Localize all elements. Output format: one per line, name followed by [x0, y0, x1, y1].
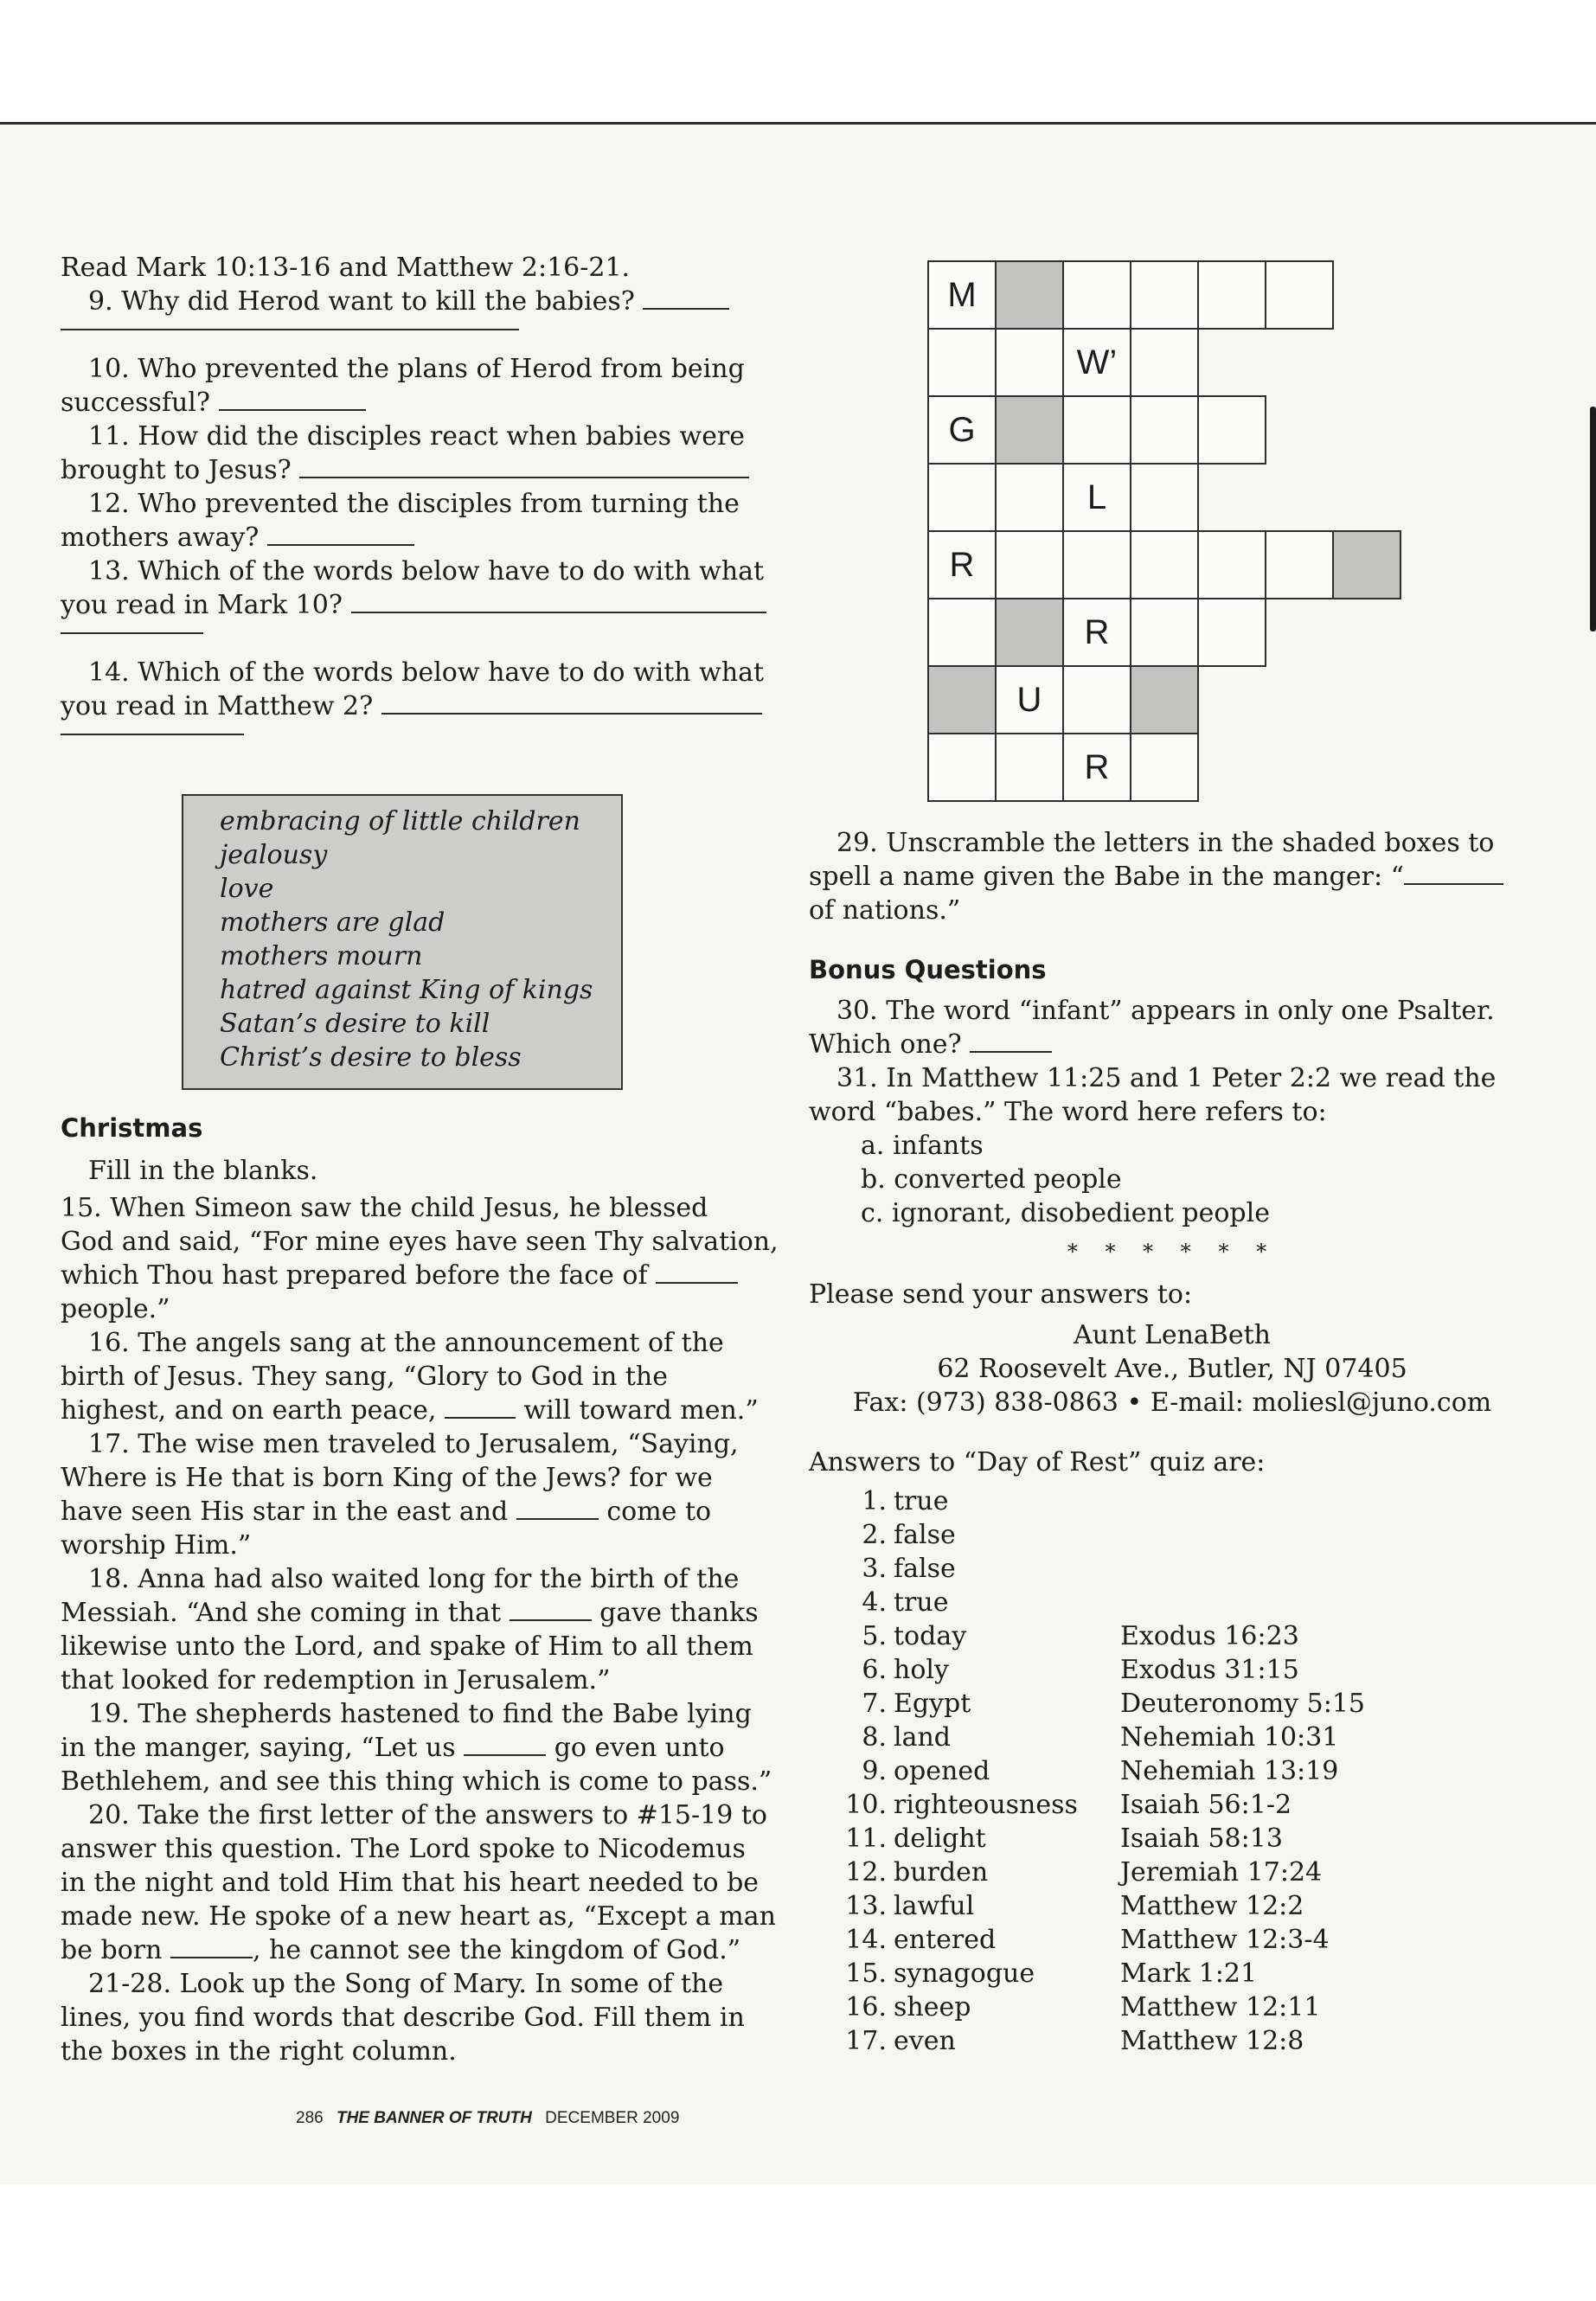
crossword-cell-shaded[interactable] [995, 598, 1064, 667]
answer-rule[interactable] [61, 622, 203, 634]
answer-rule[interactable] [61, 723, 244, 735]
list-item: 7. Egypt Deuteronomy 5:15 [862, 1689, 1366, 1719]
crossword-cell[interactable] [1130, 733, 1199, 802]
list-item: 17. even Matthew 12:8 [845, 2026, 1304, 2056]
answer-blank[interactable] [299, 456, 749, 478]
answer-blank[interactable] [445, 1396, 516, 1419]
question-9: 9. Why did Herod want to kill the babies? [61, 285, 779, 318]
question-14: 14. Which of the words below have to do with what [88, 657, 765, 688]
list-item: 15. synagogue Mark 1:21 [845, 1958, 1258, 1989]
question-20: 20. Take the first letter of the answers to #15-19 to [88, 1800, 767, 1830]
crossword-cell-shaded[interactable] [995, 260, 1064, 330]
answer-blank[interactable] [381, 692, 762, 715]
question-10: 10. Who prevented the plans of Herod from being [88, 354, 745, 384]
list-item: 10. righteousness Isaiah 56:1-2 [845, 1790, 1292, 1820]
list-item: 2. false [862, 1520, 956, 1550]
question-21-28: 21-28. Look up the Song of Mary. In some of the [88, 1969, 724, 1999]
answer-blank[interactable] [170, 1936, 253, 1958]
option-a: a. infants [861, 1131, 984, 1161]
answer-blank[interactable] [351, 591, 766, 613]
crossword-cell[interactable] [1197, 260, 1266, 330]
crossword-cell[interactable] [1062, 665, 1131, 734]
page-number: 286 [296, 2109, 324, 2127]
crossword-cell-shaded[interactable] [1332, 530, 1401, 599]
reading-intro: Read Mark 10:13-16 and Matthew 2:16-21. [61, 253, 631, 283]
crossword-cell[interactable] [995, 530, 1064, 599]
answer-blank[interactable] [510, 1599, 592, 1621]
question-12: 12. Who prevented the disciples from turning the [88, 489, 740, 519]
list-item: 4. true [862, 1587, 949, 1618]
send-answers: Please send your answers to: [809, 1279, 1193, 1310]
answers-title: Answers to “Day of Rest” quiz are: [809, 1447, 1266, 1477]
answer-blank[interactable] [656, 1261, 738, 1284]
crossword-cell[interactable]: W’ [1062, 328, 1131, 397]
page-footer [296, 2109, 679, 2128]
publication-name: THE BANNER OF TRUTH [336, 2109, 532, 2127]
crossword-cell-shaded[interactable] [1130, 665, 1199, 734]
bonus-heading: Bonus Questions [809, 955, 1047, 984]
crossword-cell[interactable] [1130, 530, 1199, 599]
word-item: Satan’s desire to kill [220, 1009, 490, 1039]
list-item: 6. holy Exodus 31:15 [862, 1655, 1299, 1685]
word-item: embracing of little children [220, 806, 580, 836]
crossword-cell[interactable] [1130, 260, 1199, 330]
answer-blank[interactable] [267, 523, 414, 546]
crossword-cell[interactable]: G [927, 395, 997, 465]
crossword-cell[interactable] [1062, 530, 1131, 599]
crossword-cell[interactable] [1265, 530, 1334, 599]
crossword-grid [927, 260, 1407, 804]
crossword-cell[interactable] [1197, 395, 1266, 465]
list-item: 3. false [862, 1554, 956, 1584]
crossword-cell[interactable] [1197, 530, 1266, 599]
option-c: c. ignorant, disobedient people [861, 1198, 1270, 1228]
list-item: 13. lawful Matthew 12:2 [845, 1891, 1304, 1921]
crossword-cell[interactable] [995, 328, 1064, 397]
crossword-cell[interactable] [995, 733, 1064, 802]
question-16: 16. The angels sang at the announcement of the [88, 1328, 724, 1358]
separator-stars: * * * * * * [1067, 1240, 1278, 1264]
crossword-cell[interactable]: R [1062, 598, 1131, 667]
left-column: Read Mark 10:13-16 and Matthew 2:16-21. 9. Why did Herod want to kill the babies? 10. Who prevented the plans of Herod from being successful? 11. How did the disciples react when babies were brought to Jesus? 12. Who prevented the disciples from turning the mothers away? 13. Which of the words below have to do with what you read in Mark 10? 14. Which of the words below have to do with what you read in Matthew 2? [61, 251, 779, 757]
crossword-cell[interactable] [1130, 395, 1199, 465]
crossword-cell[interactable] [927, 328, 997, 397]
list-item: 12. burden Jeremiah 17:24 [845, 1857, 1323, 1888]
crossword-cell[interactable]: L [1062, 463, 1131, 532]
crossword-cell[interactable] [1062, 395, 1131, 465]
page-edge-rule [0, 122, 1596, 125]
address-name: Aunt LenaBeth [1074, 1320, 1271, 1350]
bottom-margin [0, 2184, 1596, 2301]
list-item: 14. entered Matthew 12:3-4 [845, 1925, 1330, 1955]
question-17: 17. The wise men traveled to Jerusalem, “Saying, [88, 1429, 739, 1459]
question-15: 15. When Simeon saw the child Jesus, he blessed [61, 1193, 708, 1223]
fill-in-instruction: Fill in the blanks. [88, 1156, 318, 1186]
top-margin [0, 0, 1596, 124]
crossword-cell-shaded[interactable] [927, 665, 997, 734]
answer-blank[interactable] [219, 388, 366, 411]
list-item: 5. today Exodus 16:23 [862, 1621, 1299, 1651]
question-29: 29. Unscramble the letters in the shaded boxes to [836, 828, 1495, 858]
word-item: mothers are glad [220, 907, 445, 938]
word-item: Christ’s desire to bless [220, 1042, 522, 1073]
crossword-cell[interactable] [1130, 328, 1199, 397]
issue-date: DECEMBER 2009 [545, 2109, 680, 2127]
answer-rule[interactable] [61, 318, 519, 330]
word-item: jealousy [220, 840, 328, 870]
crossword-cell[interactable] [927, 598, 997, 667]
crossword-cell[interactable] [1130, 598, 1199, 667]
answer-blank[interactable] [516, 1497, 599, 1520]
question-31: 31. In Matthew 11:25 and 1 Peter 2:2 we read the [836, 1063, 1497, 1093]
crossword-cell[interactable] [1197, 598, 1266, 667]
address-contact: Fax: (973) 838-0863 • E-mail: moliesl@juno.com [852, 1388, 1492, 1418]
crossword-cell[interactable]: U [995, 665, 1064, 734]
question-11: 11. How did the disciples react when babies were [88, 421, 746, 452]
word-list-box [182, 794, 623, 1090]
question-13: 13. Which of the words below have to do with what [88, 556, 765, 586]
answer-blank[interactable] [1404, 862, 1503, 885]
scan-edge-mark [1590, 407, 1596, 631]
crossword-cell[interactable] [1062, 260, 1131, 330]
list-item: 11. delight Isaiah 58:13 [845, 1823, 1283, 1854]
crossword-cell[interactable] [995, 463, 1064, 532]
crossword-cell[interactable]: R [1062, 733, 1131, 802]
crossword-cell[interactable]: R [927, 530, 997, 599]
address-street: 62 Roosevelt Ave., Butler, NJ 07405 [937, 1354, 1407, 1384]
crossword-cell[interactable] [927, 733, 997, 802]
list-item: 8. land Nehemiah 10:31 [862, 1722, 1339, 1753]
christmas-section: Christmas Fill in the blanks. 15. When Simeon saw the child Jesus, he blessed God and said, “For mine eyes have seen Thy salvation, which Thou hast prepared before the face of people.” 16. The angels sang at the announcement of the birth of Jesus. They sang, “Glory to God in the highest, and on earth peace, will toward men.” 17. The wise men traveled to Jerusalem, “Saying, Where is He that is born King of the Jews? for we have seen His star in the east and come to worship Him.” 18. Anna had also waited long for the birth of the Messiah. “And she coming in that gave thanks likewise unto the Lord, and spake of Him to all them that looked for redemption in Jerusalem.” 19. The shepherds hastened to find the Babe lying in the manger, saying, “Let us go even unto Bethlehem, and see this thing which is come to pass.” 20. Take the first letter of the answers to #15-19 to answer this question. The Lord spoke to Nicodemus in the night and told Him that his heart needed to be made new. He spoke of a new heart as, “Except a man be born , he cannot see the kingdom of God.” 21-28. Look up the Song of Mary. In some of the lines, you find words that describe God. Fill them in the boxes in the right column. [61, 1113, 779, 2067]
right-column: 29. Unscramble the letters in the shaded boxes to spell a name given the Babe in the manger: “ of nations.” Bonus Questions 30. The word “infant” appears in only one Psalter. Which one? 31. In Matthew 11:25 and 1 Peter 2:2 we read the word “babes.” The word here refers to: a. infants b. converted people c. ignorant, disobedient people * * * * * * Please send your answers to: Aunt LenaBeth 62 Roosevelt Ave., Butler, NJ 07405 Fax: (973) 838-0863 • E-mail: moliesl@juno.com Answers to “Day of Rest” quiz are: 1. true 2. false 3. false 4. true 5. today Exodus 16:23 6. holy Exodus 31:15 7. Egypt Deuteronomy 5:15 8. land Nehemiah 10:31 9. opened Nehemiah 13:19 10. righteousness Isaiah 56:1-2 11. delight Isaiah 58:13 12. burden Jeremiah 17:24 13. lawful Matthew 12:2 14. entered Matthew 12:3-4 15. synagogue Mark 1:21 16. sheep Matthew 12:11 17. even Matthew 12:8 [809, 826, 1535, 2058]
question-19: 19. The shepherds hastened to find the Babe lying [88, 1699, 752, 1729]
answer-blank[interactable] [464, 1734, 546, 1756]
word-item: mothers mourn [220, 941, 423, 971]
list-item: 9. opened Nehemiah 13:19 [862, 1756, 1339, 1786]
crossword-cell-shaded[interactable] [995, 395, 1064, 465]
answers-list [809, 1484, 1535, 2058]
list-item: 1. true [862, 1486, 949, 1516]
option-b: b. converted people [861, 1164, 1122, 1195]
word-item: love [220, 874, 274, 904]
crossword-cell[interactable]: M [927, 260, 997, 330]
question-30: 30. The word “infant” appears in only one Psalter. [836, 996, 1495, 1026]
word-item: hatred against King of kings [220, 975, 593, 1005]
crossword-cell[interactable] [927, 463, 997, 532]
crossword-cell[interactable] [1265, 260, 1334, 330]
answer-blank[interactable] [970, 1030, 1052, 1053]
crossword-cell[interactable] [1130, 463, 1199, 532]
list-item: 16. sheep Matthew 12:11 [845, 1992, 1321, 2022]
answer-blank[interactable] [643, 287, 729, 310]
question-18: 18. Anna had also waited long for the birth of the [88, 1564, 740, 1594]
christmas-heading: Christmas [61, 1113, 203, 1143]
